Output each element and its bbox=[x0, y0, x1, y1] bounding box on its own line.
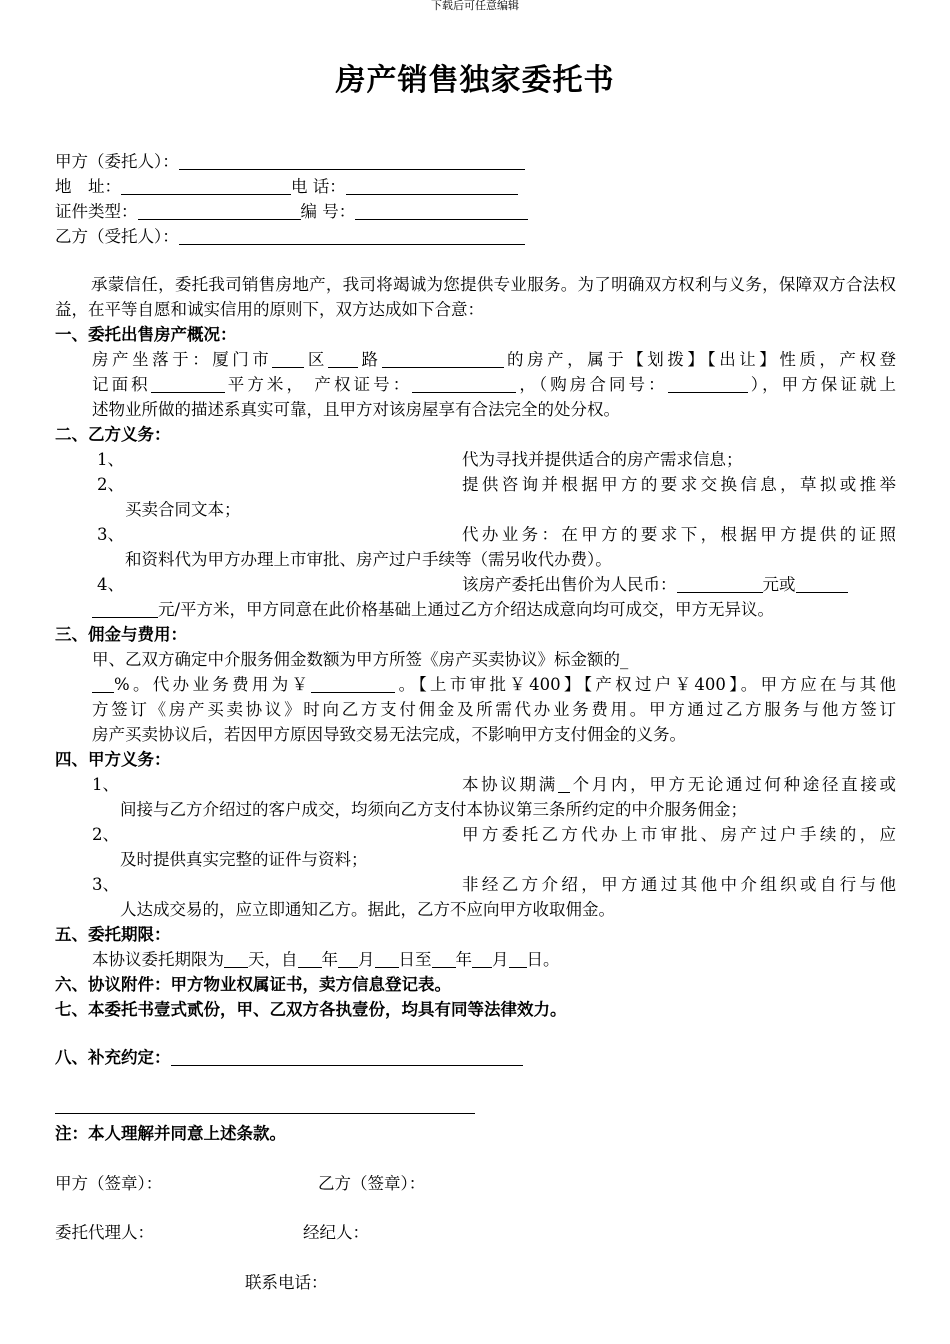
s4-item-3-number: 3、 bbox=[92, 875, 119, 894]
section-5-heading: 五、委托期限： bbox=[55, 925, 171, 944]
s5-end-day-blank[interactable] bbox=[509, 949, 527, 968]
s1-guarantee-text: ），甲方保证就上 bbox=[747, 375, 897, 394]
document-title: 房产销售独家委托书 bbox=[335, 63, 615, 98]
section-2-heading: 二、乙方义务： bbox=[55, 425, 171, 444]
s2-unit-price-text: 元/平方米，甲方同意在此价格基础上通过乙方介绍达成意向均可成交，甲方无异议。 bbox=[158, 600, 775, 619]
s2-item-4-text-b bbox=[92, 598, 774, 622]
section-7-copies: 七、本委托书壹式贰份，甲、乙双方各执壹份，均具有同等法律效力。 bbox=[55, 1000, 567, 1019]
s3-line-2 bbox=[92, 673, 896, 697]
id-type-blank[interactable] bbox=[138, 201, 301, 220]
s5-from-label: 天，自 bbox=[248, 950, 298, 969]
s1-area-label: 记面积 bbox=[92, 375, 151, 394]
s3-fee-label: %。代办业务费用为￥ bbox=[114, 675, 312, 694]
s5-end-month-label: 月 bbox=[492, 950, 509, 969]
party-b-label: 乙方（受托人）： bbox=[55, 227, 179, 246]
s2-item-1-text: 代为寻找并提供适合的房产需求信息； bbox=[462, 450, 743, 469]
s2-unit-price-blank-b[interactable] bbox=[92, 599, 158, 618]
section-8-row bbox=[55, 1046, 523, 1070]
section-1-heading: 一、委托出售房产概况： bbox=[55, 325, 237, 344]
s5-days-blank[interactable] bbox=[224, 949, 248, 968]
s1-district-blank[interactable] bbox=[272, 349, 304, 368]
s5-start-month-blank[interactable] bbox=[338, 949, 358, 968]
s2-unit-price-blank-a[interactable] bbox=[796, 574, 848, 593]
s2-item-2-text-a: 提供咨询并根据甲方的要求交换信息，草拟或推举 bbox=[462, 475, 896, 494]
phone-blank[interactable] bbox=[346, 176, 518, 195]
supplement-blank[interactable] bbox=[171, 1047, 523, 1066]
s5-year-label: 年 bbox=[321, 950, 338, 969]
agent-signature[interactable]: 委托代理人： bbox=[55, 1223, 154, 1242]
s1-location-label: 房产坐落于：厦门市 bbox=[92, 350, 273, 369]
s5-month-label: 月 bbox=[358, 950, 375, 969]
s1-district-label: 区 bbox=[304, 350, 328, 369]
s4-term-text: 个月内，甲方无论通过何种途径直接或 bbox=[569, 775, 897, 794]
section-3-heading: 三、佣金与费用： bbox=[55, 625, 187, 644]
s2-item-2-text-b: 买卖合同文本； bbox=[125, 500, 241, 519]
s1-road-label: 路 bbox=[357, 350, 382, 369]
s2-item-1-number: 1、 bbox=[97, 450, 124, 469]
party-b-row bbox=[55, 225, 525, 249]
separator-line bbox=[55, 1113, 475, 1114]
s5-period-label: 本协议委托期限为 bbox=[92, 950, 224, 969]
s4-months-blank[interactable] bbox=[558, 774, 570, 793]
s5-period-line bbox=[92, 948, 560, 972]
s2-item-3-text-a: 代办业务：在甲方的要求下，根据甲方提供的证照 bbox=[462, 525, 896, 544]
s3-fee-blank[interactable] bbox=[311, 674, 395, 693]
s4-item-1-number: 1、 bbox=[92, 775, 119, 794]
section-1-line-3: 述物业所做的描述系真实可靠，且甲方对该房屋享有合法完全的处分权。 bbox=[92, 400, 620, 419]
intro-paragraph: 承蒙信任，委托我司销售房地产，我司将竭诚为您提供专业服务。为了明确双方权利与义务，保障双方合法权益，在平等自愿和诚实信用的原则下，双方达成如下合意： bbox=[55, 275, 896, 319]
id-type-label: 证件类型： bbox=[55, 202, 138, 221]
contact-phone[interactable]: 联系电话： bbox=[245, 1273, 328, 1292]
s1-area-blank[interactable] bbox=[151, 374, 225, 393]
party-b-signature[interactable]: 乙方（签章）： bbox=[318, 1174, 426, 1193]
party-a-signature[interactable]: 甲方（签章）： bbox=[55, 1174, 163, 1193]
s4-item-2-text-a: 甲方委托乙方代办上市审批、房产过户手续的，应 bbox=[462, 825, 896, 844]
phone-label: 电 话： bbox=[291, 177, 346, 196]
party-a-blank[interactable] bbox=[179, 151, 525, 170]
agreement-note: 注：本人理解并同意上述条款。 bbox=[55, 1124, 286, 1143]
s2-item-4-text-a bbox=[462, 573, 848, 597]
s1-road-blank[interactable] bbox=[328, 349, 358, 368]
s5-start-year-blank[interactable] bbox=[298, 949, 322, 968]
address-row bbox=[55, 175, 518, 199]
address-label: 地 址： bbox=[55, 177, 121, 196]
s2-item-2-number: 2、 bbox=[97, 475, 124, 494]
s1-property-type-text: 的房产，属于【划拨】【出让】性质，产权登 bbox=[503, 350, 897, 369]
s5-end-day-label: 日。 bbox=[526, 950, 560, 969]
s4-term-label: 本协议期满 bbox=[462, 775, 558, 794]
s1-address-blank[interactable] bbox=[382, 349, 504, 368]
header-note: 下载后可任意编辑 bbox=[431, 0, 519, 12]
party-a-label: 甲方（委托人）： bbox=[55, 152, 179, 171]
s5-end-year-blank[interactable] bbox=[432, 949, 456, 968]
s5-start-day-blank[interactable] bbox=[375, 949, 399, 968]
section-8-heading: 八、补充约定： bbox=[55, 1048, 171, 1067]
s5-end-month-blank[interactable] bbox=[472, 949, 492, 968]
s4-item-1-text-b: 间接与乙方介绍过的客户成交，均须向乙方支付本协议第三条所约定的中介服务佣金； bbox=[120, 800, 747, 819]
s3-line-4: 房产买卖协议后，若因甲方原因导致交易无法完成，不影响甲方支付佣金的义务。 bbox=[92, 725, 686, 744]
s3-line-1: 甲、乙双方确定中介服务佣金数额为甲方所签《房产买卖协议》标金额的_ bbox=[92, 650, 629, 669]
section-1-line-1 bbox=[92, 348, 896, 372]
id-no-label: 编 号： bbox=[300, 202, 356, 221]
s3-percent-blank[interactable] bbox=[92, 674, 114, 693]
s2-item-4-number: 4、 bbox=[97, 575, 124, 594]
s1-cert-blank[interactable] bbox=[412, 374, 516, 393]
section-6-attachments: 六、协议附件：甲方物业权属证书，卖方信息登记表。 bbox=[55, 975, 451, 994]
id-row bbox=[55, 200, 528, 224]
s5-to-label: 日至 bbox=[398, 950, 432, 969]
s3-line-3: 方签订《房产买卖协议》时向乙方支付佣金及所需代办业务费用。甲方通过乙方服务与他方签订 bbox=[92, 700, 896, 719]
s4-item-2-text-b: 及时提供真实完整的证件与资料； bbox=[120, 850, 368, 869]
s3-fee-text: 。【上市审批￥400】【产权过户￥400】。甲方应在与其他 bbox=[395, 675, 896, 694]
s1-cert-label: 平方米， 产权证号： bbox=[224, 375, 413, 394]
s4-item-2-number: 2、 bbox=[92, 825, 119, 844]
s1-contract-label: ，（购房合同号： bbox=[516, 375, 668, 394]
broker-signature[interactable]: 经纪人： bbox=[303, 1223, 369, 1242]
party-a-row bbox=[55, 150, 525, 174]
id-no-blank[interactable] bbox=[355, 201, 528, 220]
s4-item-1-text-a bbox=[462, 773, 896, 797]
s2-price-label: 该房产委托出售价为人民币： bbox=[462, 575, 677, 594]
section-4-heading: 四、甲方义务： bbox=[55, 750, 171, 769]
s4-item-3-text-b: 人达成交易的，应立即通知乙方。据此，乙方不应向甲方收取佣金。 bbox=[120, 900, 615, 919]
s5-end-year-label: 年 bbox=[455, 950, 472, 969]
s2-item-3-number: 3、 bbox=[97, 525, 124, 544]
section-1-line-2 bbox=[92, 373, 896, 397]
s2-price-or: 元或 bbox=[762, 575, 796, 594]
address-blank[interactable] bbox=[121, 176, 291, 195]
s4-item-3-text-a: 非经乙方介绍，甲方通过其他中介组织或自行与他 bbox=[462, 875, 896, 894]
party-b-blank[interactable] bbox=[179, 226, 525, 245]
s1-contract-blank[interactable] bbox=[668, 374, 748, 393]
s2-price-blank[interactable] bbox=[677, 574, 763, 593]
s2-item-3-text-b: 和资料代为甲方办理上市审批、房产过户手续等（需另收代办费）。 bbox=[125, 550, 612, 569]
